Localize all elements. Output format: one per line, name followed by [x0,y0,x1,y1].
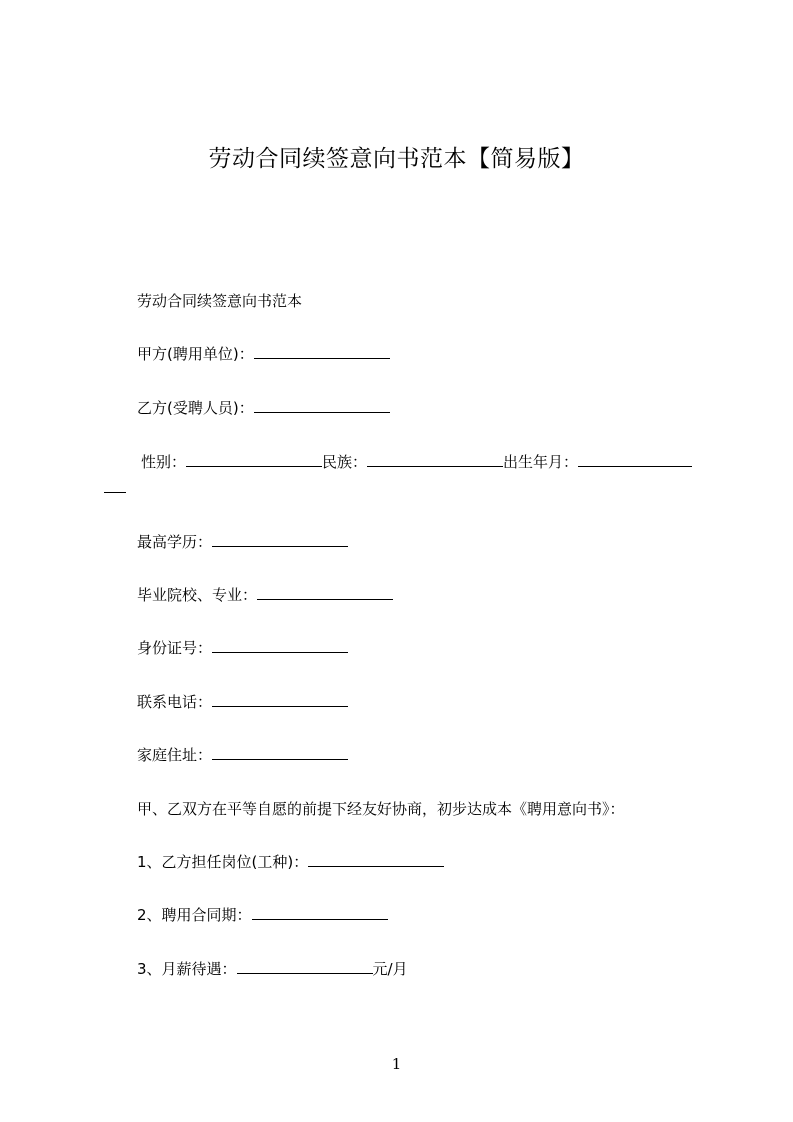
document-subtitle: 劳动合同续签意向书范本 [137,292,303,310]
personal-info-line [141,452,692,472]
party-a-blank[interactable] [254,344,390,359]
party-b-blank[interactable] [254,398,390,413]
party-a-label: 甲方(聘用单位)： [137,345,254,363]
item2-line [137,905,388,925]
item3-label: 3、月薪待遇： [137,960,237,978]
education-line [137,532,348,552]
document-title: 劳动合同续签意向书范本【简易版】 [208,146,585,172]
party-b-label: 乙方(受聘人员)： [137,399,254,417]
party-a-line [137,344,390,364]
birth-blank-continued-line [104,478,126,498]
item3-suffix: 元/月 [372,960,408,978]
id-label: 身份证号： [137,639,213,657]
id-blank[interactable] [212,638,348,653]
party-b-line [137,398,390,418]
school-blank[interactable] [257,585,393,600]
item3-blank[interactable] [237,959,373,974]
phone-label: 联系电话： [137,693,213,711]
address-label: 家庭住址： [137,746,213,764]
gender-label: 性别： [141,453,187,471]
item3-line [137,959,408,979]
page-number: 1 [391,1055,402,1073]
birth-blank-continued[interactable] [104,478,126,493]
item2-blank[interactable] [252,905,388,920]
id-line [137,638,348,658]
ethnicity-blank[interactable] [367,452,503,467]
item2-label: 2、聘用合同期： [137,906,252,924]
birth-blank[interactable] [578,452,692,467]
item1-blank[interactable] [308,852,444,867]
item1-label: 1、乙方担任岗位(工种)： [137,853,309,871]
ethnicity-label: 民族： [322,453,368,471]
education-blank[interactable] [212,532,348,547]
phone-line [137,692,348,712]
education-label: 最高学历： [137,533,213,551]
item1-line [137,852,444,872]
address-blank[interactable] [212,745,348,760]
school-line [137,585,393,605]
address-line [137,745,348,765]
school-label: 毕业院校、专业： [137,586,258,604]
birth-label: 出生年月： [503,453,579,471]
phone-blank[interactable] [212,692,348,707]
gender-blank[interactable] [186,452,322,467]
intro-paragraph: 甲、乙双方在平等自愿的前提下经友好协商，初步达成本《聘用意向书》： [137,800,625,818]
